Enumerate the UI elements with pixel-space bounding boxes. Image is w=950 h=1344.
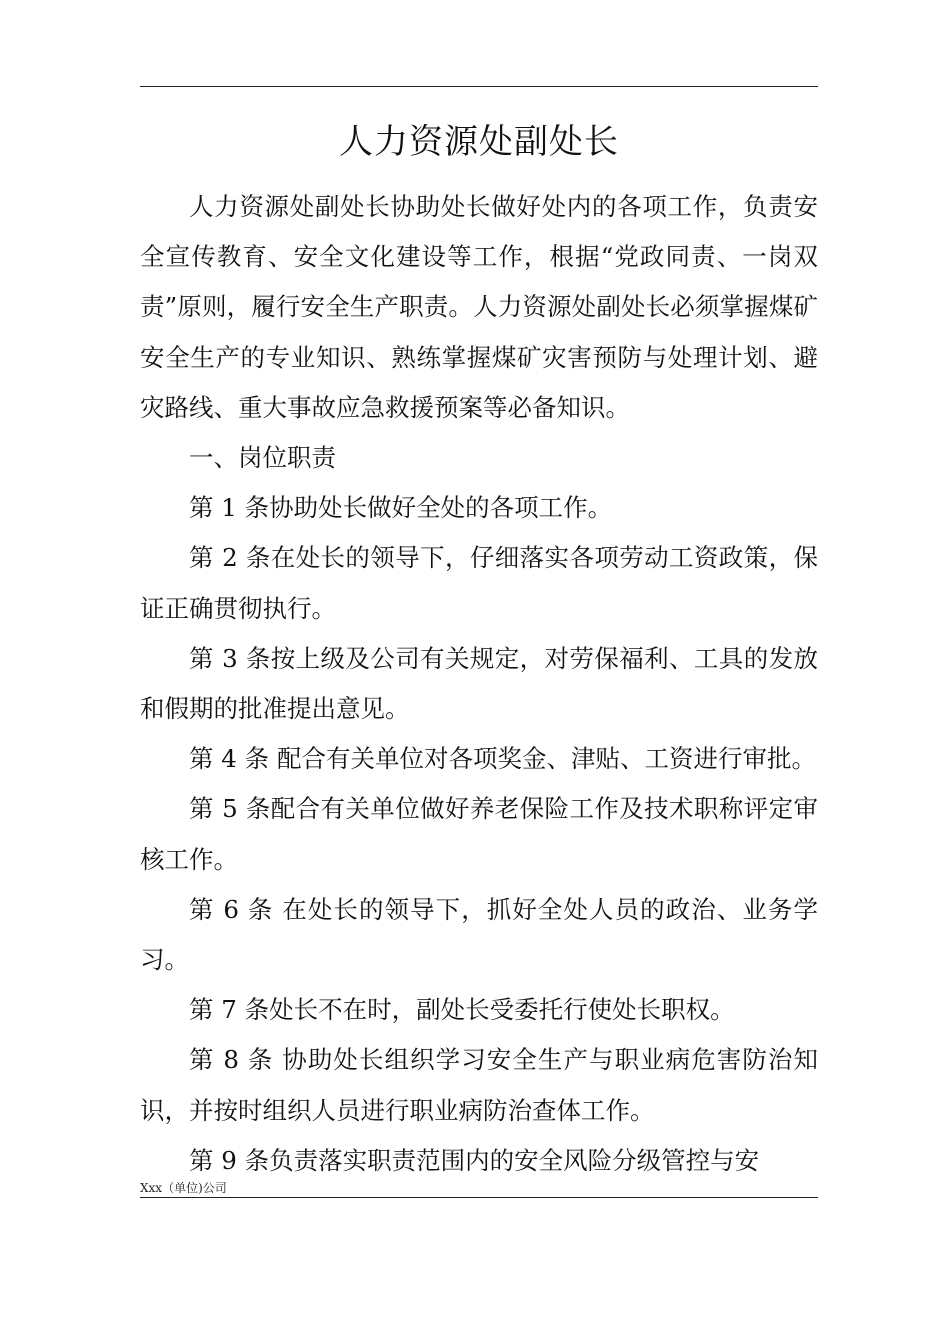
article-1: 第 1 条协助处长做好全处的各项工作。 (189, 493, 613, 523)
section-heading: 一、岗位职责 (189, 443, 336, 473)
page-title: 人力资源处副处长 (339, 122, 619, 162)
article-8: 第 8 条 协助处长组织学习安全生产与职业病危害防治知识，并按时组织人员进行职业病防治查体工作。 (140, 1045, 818, 1125)
footer-rule (140, 1197, 818, 1198)
footer-company: Xxx（单位)公司 (140, 1181, 227, 1195)
article-3: 第 3 条按上级及公司有关规定，对劳保福利、工具的发放和假期的批准提出意见。 (140, 643, 818, 724)
article-7: 第 7 条处长不在时，副处长受委托行使处长职权。 (189, 995, 735, 1025)
article-2: 第 2 条在处长的领导下，仔细落实各项劳动工资政策，保证正确贯彻执行。 (140, 543, 818, 623)
article-9: 第 9 条负责落实职责范围内的安全风险分级管控与安 (189, 1145, 760, 1175)
article-4: 第 4 条 配合有关单位对各项奖金、津贴、工资进行审批。 (189, 744, 816, 774)
article-6: 第 6 条 在处长的领导下，抓好全处人员的政治、业务学习。 (140, 894, 818, 975)
document-body (140, 182, 818, 1186)
header-rule (140, 86, 818, 87)
intro-paragraph: 人力资源处副处长协助处长做好处内的各项工作，负责安全宣传教育、安全文化建设等工作，根据“党政同责、一岗双责”原则，履行安全生产职责。人力资源处副处长必须掌握煤矿安全生产的专业知识、熟练掌握煤矿灾害预防与处理计划、避灾路线、重大事故应急救援预案等必备知识。 (140, 192, 818, 422)
article-5: 第 5 条配合有关单位做好养老保险工作及技术职称评定审核工作。 (140, 794, 818, 874)
